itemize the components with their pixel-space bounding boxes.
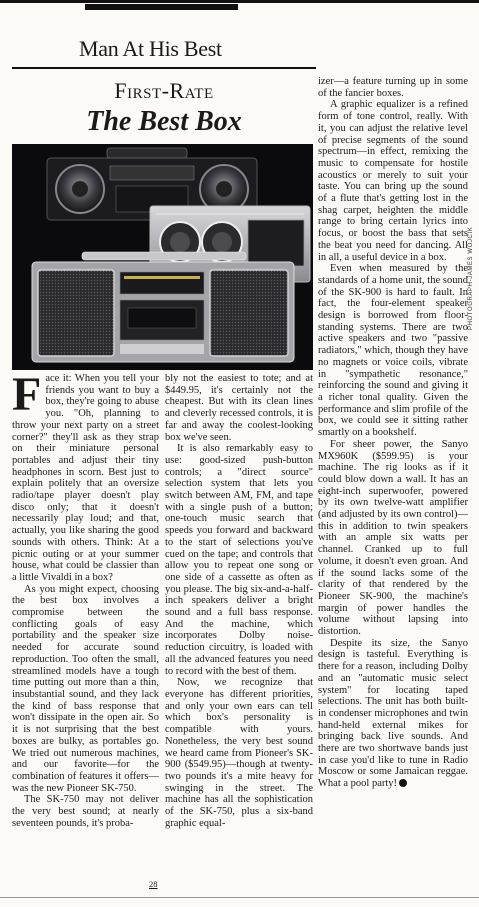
boombox-photo xyxy=(12,144,313,370)
bottom-boombox xyxy=(32,252,294,362)
end-mark-icon xyxy=(399,779,407,787)
paragraph: For sheer power, the Sanyo MX960K ($599.95) is your machine. The rig looks as if it could blow down a wall. It has an eight-inch superwoofer, powered by its own twelve-watt amplifier (and adjusted by its own control)—this in addition to twin speakers with an ample six watts per channel. Cranked up to full volume, it doesn't even groan. And if the sound lacks some of the clarity of that rendered by the Pioneer SK-900, the machine's margin of power handles the volume without lapsing into distortion. xyxy=(318,438,468,638)
paragraph: Now, we recognize that everyone has different priorities, and only your own ears can tell which box's personality is compatible with yours. Nonetheless, the very best sound we heard came from Pioneer's SK-900 ($549.95)—though at twenty-two pounds it's a mite heavy for swinging in the street. The machine has all the sophistication of the SK-750, plus a six-band graphic equal- xyxy=(165,677,313,829)
boombox-illustration xyxy=(12,144,313,370)
section-title: Man At His Best xyxy=(79,36,222,61)
bottom-rule xyxy=(0,897,479,898)
paragraph: A graphic equalizer is a refined form of tone control, really. With it, you can adjust the relative level of precise segments of the sound spectrum—in effect, remixing the music to compensate for hostile acoustics or merely to suit your taste. You can bring up the sound of a flute that's getting lost in the shag carpet, heighten the middle range to bring certain lyrics into focus, or boost the bass that sets the beat you need for dancing. All in all, a useful device in a box. xyxy=(318,99,468,263)
paragraph: izer—a feature turning up in some of the fancier boxes. xyxy=(318,76,468,99)
article-kicker: First-Rate xyxy=(114,78,214,103)
article-headline: The Best Box xyxy=(86,106,242,137)
photo-credit: PHOTOGRAPH-JAMES WOJCIK xyxy=(468,226,474,330)
column-1 xyxy=(12,373,159,888)
paragraph: Even when measured by the standards of a home unit, the sound of the SK-900 is hard to fault. In fact, the four-element speaker design is borrowed from floor-standing systems. There are two active speakers and two "passive radiators," which, though they have no magnets or voice coils, vibrate in "sympathetic resonance," reinforcing the sound and giving it a richer tonal quality. Given the performance and slim profile of the box, we could see it sitting rather smartly on a bookshelf. xyxy=(318,263,468,439)
lead-paragraph xyxy=(12,373,159,584)
paragraph xyxy=(318,638,468,790)
section-rule xyxy=(12,67,316,69)
paragraph: bly not the easiest to tote; and at $449.95, it's certainly not the cheapest. But with its clean lines and cleverly recessed controls, it is far and away the coolest-looking box we've seen. xyxy=(165,373,313,443)
column-3 xyxy=(318,76,468,888)
section-tab-bar xyxy=(85,4,238,10)
paragraph-text: ace it: When you tell your friends you want to buy a box, they're going to abuse you. "Oh, planning to throw your next party on a street corner?" they'll ask as they strap on their miniature personal portables and adjust their tiny headphones in scorn. Best just to explain politely that an oversize radio/tape player doesn't play disco only; that it doesn't necessarily play loud; and that, actually, you like sharing the good sounds with others. Think: At a picnic outing or at your summer house, what could be classier than a little Vivaldi in a box? xyxy=(12,373,159,583)
column-2 xyxy=(165,373,313,888)
paragraph: As you might expect, choosing the best box involves a compromise between the conflicting goals of easy portability and the speaker size needed for accurate sound reproduction. Too often the small, streamlined models have a tough time putting out more than a thin, insubstantial sound, and they lack the kind of bass response that won't dissipate in the open air. So it is not surprising that the best boxes are bulky, as portables go. We tried out numerous machines, and our favorite—for the combination of features it offers—was the new Pioneer SK-750. xyxy=(12,583,159,794)
page-number: 28 xyxy=(149,879,158,889)
drop-cap: F xyxy=(12,373,42,421)
paragraph: It is also remarkably easy to use: good-sized push-button controls; a "direct source" selection system that lets you switch between AM, FM, and tape with a single push of a button; one-touch music search that speeds you forward and backward to the start of selections you've cued on the tape; and controls that allow you to repeat one song or one side of a cassette as often as you please. The big six-and-a-half-inch speakers deliver a bright sound and a full bass response. And the machine, which incorporates Dolby noise-reduction circuitry, is loaded with all the advanced features you need to record with the best of them. xyxy=(165,443,313,677)
paragraph: The SK-750 may not deliver the very best sound; at nearly seventeen pounds, it's proba- xyxy=(12,794,159,829)
top-rule xyxy=(0,0,479,3)
paragraph-text: Despite its size, the Sanyo design is tasteful. Everything is there for a reason, including Dolby and an "automatic music select system" for locating taped selections. The unit has both built-in condenser microphones and twin hand-held external mikes for bringing back live sounds. And there are two shortwave bands just in case you'd like to tune in Radio Moscow or some Jamaican reggae. What a pool party! xyxy=(318,637,468,790)
